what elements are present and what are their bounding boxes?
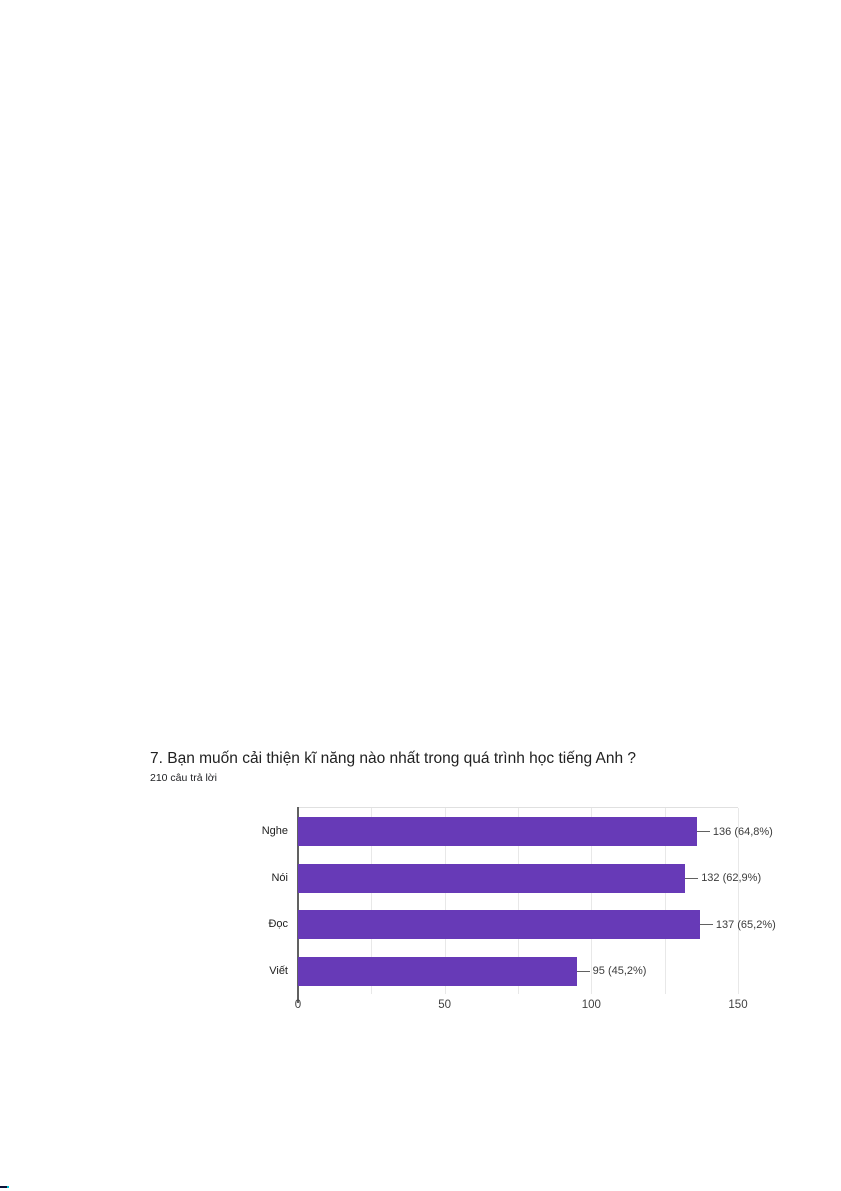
value-label: 95 (45,2%): [592, 965, 647, 978]
bar[interactable]: [298, 910, 700, 939]
category-label: Nói: [271, 871, 288, 884]
x-axis-tick-label: 0: [294, 999, 302, 1011]
value-label-group: [577, 957, 647, 986]
value-label: 132 (62,9%): [701, 872, 762, 885]
value-connector-line: [577, 971, 590, 972]
scan-artifact-dark-segment: [0, 1186, 7, 1188]
value-label: 137 (65,2%): [715, 918, 776, 931]
value-label-group: [697, 817, 773, 846]
scan-artifact: [0, 1186, 9, 1188]
scan-artifact-cyan-segment: [7, 1186, 9, 1188]
x-axis-tick-label: 150: [728, 999, 748, 1011]
bar[interactable]: [298, 864, 685, 893]
value-label-group: [700, 910, 776, 939]
bar[interactable]: [298, 957, 577, 986]
question-title: 7. Bạn muốn cải thiện kĩ năng nào nhất trong quá trình học tiếng Anh ?: [150, 750, 637, 767]
value-label: 136 (64,8%): [712, 825, 773, 838]
value-connector-line: [700, 924, 713, 925]
x-axis-tick-label: 100: [581, 999, 601, 1011]
value-connector-line: [685, 878, 698, 879]
category-label: Nghe: [261, 825, 288, 838]
response-count-label: 210 câu trả lời: [150, 772, 218, 784]
bar[interactable]: [298, 817, 697, 846]
value-connector-line: [697, 831, 710, 832]
category-label: Đọc: [268, 918, 288, 931]
value-label-group: [685, 864, 761, 893]
x-axis-tick-label: 50: [438, 999, 452, 1011]
category-label: Viết: [269, 964, 288, 977]
